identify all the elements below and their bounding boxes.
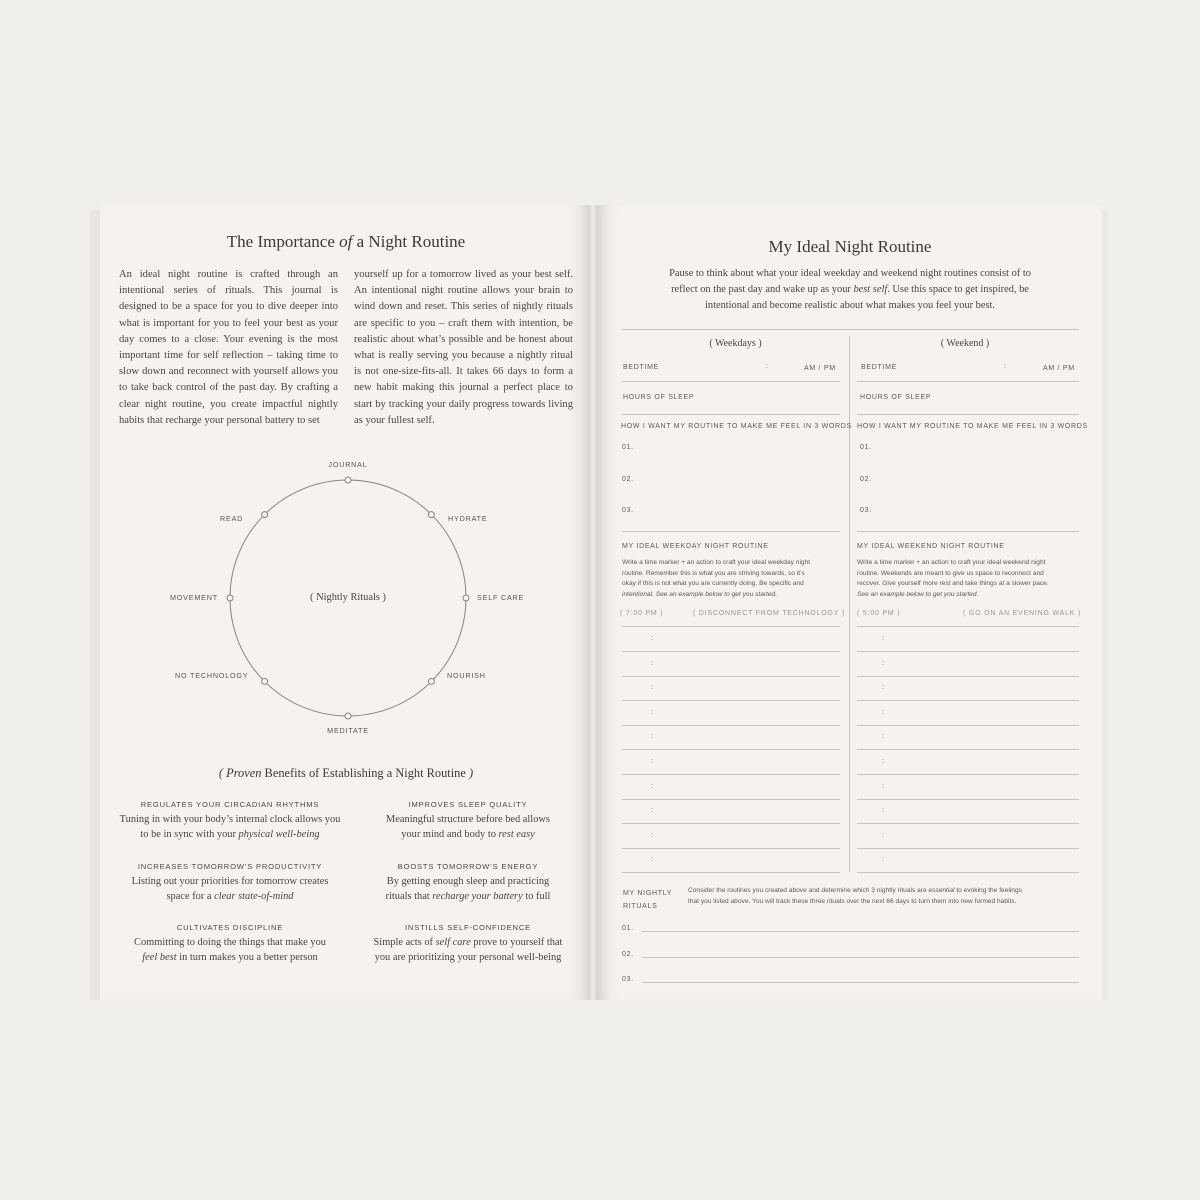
feel-label: HOW I WANT MY ROUTINE TO MAKE ME FEEL IN 3 WORDS — [857, 423, 1088, 430]
left-page-title — [120, 232, 572, 252]
routine-entry-line[interactable] — [857, 725, 1079, 726]
desc-line: routine. Remember this is what you are striving towards, so it’s — [622, 569, 805, 577]
routine-entry-line[interactable] — [857, 651, 1079, 652]
benefit-line: rituals that — [385, 891, 433, 902]
time-colon: : — [651, 708, 654, 716]
benefit-line: Meaningful structure before bed allows — [386, 814, 550, 825]
benefit-line: to be in sync with your — [140, 829, 239, 840]
routine-entry-line[interactable] — [857, 676, 1079, 677]
benefit-line: Listing out your priorities for tomorrow creates — [131, 876, 329, 887]
time-colon: : — [651, 782, 654, 790]
wheel-label-journal: JOURNAL — [328, 460, 368, 469]
benefit-title: IMPROVES SLEEP QUALITY — [408, 800, 528, 809]
ritual-line[interactable] — [642, 982, 1079, 983]
benefit-title: INCREASES TOMORROW’S PRODUCTIVITY — [137, 862, 323, 871]
time-colon: : — [882, 782, 885, 790]
bedtime-line[interactable] — [622, 381, 840, 382]
benefit-text — [110, 812, 350, 842]
bedtime-label: BEDTIME — [623, 364, 660, 371]
desc-line: See an example below to get you started. — [857, 590, 979, 598]
wheel-label-hydrate: HYDRATE — [448, 514, 488, 523]
desc-line: Write a time marker + an action to craft your ideal weekend night — [857, 559, 1046, 566]
time-colon: : — [651, 758, 654, 765]
benefit-title: REGULATES YOUR CIRCADIAN RHYTHMS — [140, 800, 320, 809]
wheel-node-dot — [345, 477, 351, 483]
feel-number: 01. — [860, 444, 872, 451]
routine-entry-line[interactable] — [622, 725, 840, 726]
divider — [857, 531, 1079, 532]
benefit-emphasis: self care — [435, 937, 471, 948]
right-page-title: My Ideal Night Routine — [768, 237, 932, 256]
time-colon: : — [882, 635, 885, 642]
weekend-routine-title: MY IDEAL WEEKEND NIGHT ROUTINE — [857, 543, 1005, 550]
desc-line: Write a time marker + an action to craft your ideal weekday night — [622, 559, 811, 566]
routine-line — [622, 626, 840, 627]
wheel-node-dot — [463, 595, 469, 601]
time-colon: : — [882, 659, 885, 667]
feel-number: 02. — [860, 476, 872, 483]
intro-line: reflect on the past day and wake up as your — [671, 284, 854, 295]
routine-entry-line[interactable] — [622, 799, 840, 800]
desc-emphasis: essential — [928, 887, 955, 894]
benefit-emphasis: feel best — [142, 952, 177, 963]
benefit-line: By getting enough sleep and practicing — [386, 876, 550, 887]
time-colon: : — [882, 831, 885, 839]
time-colon: : — [651, 807, 654, 815]
wheel-center-label: ( Nightly Rituals ) — [310, 592, 386, 603]
right-page-edge — [1102, 210, 1108, 1000]
benefit-item — [110, 800, 350, 842]
hours-line[interactable] — [857, 414, 1079, 415]
routine-entry-line[interactable] — [857, 872, 1079, 873]
benefit-line: Committing to doing the things that make you — [134, 937, 326, 948]
wheel-label-meditate: MEDITATE — [327, 726, 369, 735]
benefit-line: your mind and body to — [401, 829, 499, 840]
benefit-text — [110, 935, 350, 965]
benefit-line: to full — [522, 891, 551, 902]
benefit-title: CULTIVATES DISCIPLINE — [176, 923, 284, 932]
benefit-item — [110, 862, 350, 904]
example-time: ( 5:00 PM ) — [857, 610, 901, 617]
benefit-emphasis: clear state-of-mind — [214, 891, 294, 902]
wheel-node-dot — [227, 595, 233, 601]
wheel-label-read: READ — [220, 514, 244, 523]
routine-entry-line[interactable] — [857, 848, 1079, 849]
benefit-text — [348, 812, 588, 842]
routine-entry-line[interactable] — [622, 700, 840, 701]
benefit-text — [348, 874, 588, 904]
benefit-item — [348, 862, 588, 904]
feel-label: HOW I WANT MY ROUTINE TO MAKE ME FEEL IN 3 WORDS — [621, 423, 852, 430]
right-intro — [612, 266, 1088, 314]
divider — [622, 329, 1079, 330]
divider — [622, 531, 840, 532]
benefit-line: Simple acts of — [373, 937, 436, 948]
weekend-routine-description — [857, 558, 1085, 600]
wheel-node-dot — [428, 678, 434, 684]
wheel-node-dot — [428, 512, 434, 518]
benefits-emphasis: Proven — [226, 766, 262, 780]
routine-entry-line[interactable] — [857, 799, 1079, 800]
benefit-emphasis: recharge your battery — [432, 891, 523, 902]
desc-line: that you listed above. You will track these three rituals over the next 66 days to turn them into new formed habits. — [688, 897, 1017, 905]
benefit-emphasis: rest easy — [498, 829, 535, 840]
time-colon: : — [766, 363, 769, 370]
wheel-label-no-technology: NO TECHNOLOGY — [175, 671, 249, 680]
intro-column-2: yourself up for a tomorrow lived as your best self. An intentional night routine allows your brain to wind down and reset. This series of nightly rituals are specific to you – craft them with intention, be realistic about what’s possible and be honest about what is really serving you because a nightly ritual is not one-size-fits-all. It takes 66 days to form a new habit making this journal a perfect place to start by tracking your daily progress towards living as your fullest self. — [354, 269, 573, 426]
hours-of-sleep-label: HOURS OF SLEEP — [860, 394, 932, 401]
wheel-node-dot — [262, 678, 268, 684]
routine-entry-line[interactable] — [857, 823, 1079, 824]
feel-number: 03. — [860, 507, 872, 514]
time-colon: : — [651, 635, 654, 642]
routine-entry-line[interactable] — [622, 676, 840, 677]
time-colon: : — [882, 758, 885, 765]
nightly-rituals-description — [688, 886, 1088, 907]
intro-emphasis: best self — [853, 284, 888, 295]
am-pm-label: AM / PM — [1043, 365, 1075, 372]
routine-entry-line[interactable] — [857, 749, 1079, 750]
column-divider — [849, 336, 850, 872]
ritual-line[interactable] — [642, 957, 1079, 958]
ritual-number: 01. — [622, 925, 634, 932]
intro-line: intentional and become realistic about what makes you feel your best. — [705, 300, 995, 311]
benefit-item — [348, 923, 588, 965]
bedtime-line[interactable] — [857, 381, 1079, 382]
title-emphasis: of — [339, 232, 353, 251]
label-line: RITUALS — [623, 903, 658, 910]
feel-number: 01. — [622, 444, 634, 451]
intro-line: . Use this space to get inspired, be — [887, 284, 1029, 295]
weekday-routine-title: MY IDEAL WEEKDAY NIGHT ROUTINE — [622, 543, 769, 550]
am-pm-label: AM / PM — [804, 365, 836, 372]
benefit-line: you are prioritizing your personal well-being — [374, 952, 562, 963]
time-colon: : — [882, 684, 885, 692]
nightly-rituals-label — [623, 887, 672, 913]
ritual-line[interactable] — [642, 931, 1079, 932]
benefits-heading — [120, 766, 572, 781]
example-action: ( GO ON AN EVENING WALK ) — [963, 610, 1082, 617]
routine-entry-line[interactable] — [622, 774, 840, 775]
desc-line: Consider the routines you created above and determine which 3 nightly rituals are — [688, 887, 929, 894]
routine-entry-line[interactable] — [622, 848, 840, 849]
weekdays-heading: ( Weekdays ) — [709, 338, 762, 349]
time-colon: : — [651, 659, 654, 667]
weekday-routine-description — [622, 558, 848, 600]
ritual-number: 02. — [622, 951, 634, 958]
example-time: ( 7:00 PM ) — [620, 610, 664, 617]
hours-line[interactable] — [622, 414, 840, 415]
routine-entry-line[interactable] — [622, 749, 840, 750]
title-part: a Night Routine — [352, 232, 466, 251]
benefit-item — [110, 923, 350, 965]
example-action: ( DISCONNECT FROM TECHNOLOGY ) — [693, 610, 845, 617]
time-colon: : — [882, 856, 885, 864]
benefit-text — [110, 874, 350, 904]
benefit-line: in turn makes you a better person — [176, 952, 318, 963]
wheel-label-nourish: NOURISH — [447, 671, 486, 680]
time-colon: : — [651, 684, 654, 692]
benefit-text — [348, 935, 588, 965]
routine-entry-line[interactable] — [857, 700, 1079, 701]
intro-line: Pause to think about what your ideal weekday and weekend night routines consist of to — [669, 268, 1031, 279]
benefit-emphasis: physical well-being — [238, 829, 320, 840]
benefits-heading-text: Benefits of Establishing a Night Routine — [261, 766, 469, 780]
benefit-line: prove to yourself that — [470, 937, 563, 948]
bedtime-label: BEDTIME — [861, 364, 898, 371]
time-colon: : — [1004, 363, 1007, 370]
routine-entry-line[interactable] — [857, 774, 1079, 775]
benefit-line: space for a — [166, 891, 215, 902]
routine-entry-line[interactable] — [622, 823, 840, 824]
benefit-title: INSTILLS SELF-CONFIDENCE — [405, 923, 531, 932]
desc-line: to evoking the feelings — [954, 887, 1022, 894]
label-line: MY NIGHTLY — [623, 890, 673, 897]
time-colon: : — [882, 733, 885, 741]
wheel-node-dot — [345, 713, 351, 719]
routine-entry-line[interactable] — [622, 651, 840, 652]
benefit-title: BOOSTS TOMORROW’S ENERGY — [397, 862, 539, 871]
routine-line — [857, 626, 1079, 627]
paren: ( — [218, 766, 224, 780]
wheel-label-movement: MOVEMENT — [170, 593, 218, 602]
time-colon: : — [651, 831, 654, 839]
desc-line: intentional. See an example below to get you started. — [622, 590, 778, 598]
ritual-number: 03. — [622, 976, 634, 983]
routine-entry-line[interactable] — [622, 872, 840, 873]
benefit-line: Tuning in with your body’s internal clock allows you — [119, 814, 341, 825]
weekend-heading: ( Weekend ) — [940, 338, 990, 349]
desc-line: okay if this is not what you are currently doing. Be specific and — [622, 580, 804, 588]
desc-line: routine. Weekends are meant to give us space to reconnect and — [857, 569, 1044, 577]
feel-number: 03. — [622, 507, 634, 514]
time-colon: : — [651, 856, 654, 864]
feel-number: 02. — [622, 476, 634, 483]
intro-column-1: An ideal night routine is crafted through an intentional series of rituals. This journal is designed to be a space for you to dive deeper into what is important for you to feel your best as your day comes to a close. Your evening is the most important time for self reflection – taking time to slow down and reconnect with yourself allows you to take back control of the past day. By crafting a clear night routine, you create impactful nightly habits that recharge your personal battery to set — [119, 269, 338, 426]
time-colon: : — [651, 733, 654, 741]
time-colon: : — [882, 807, 885, 815]
wheel-label-self-care: SELF CARE — [477, 593, 525, 602]
title-part: The Importance — [226, 232, 340, 251]
desc-line: recover. Give yourself more rest and take things at a slower pace. — [857, 580, 1049, 588]
paren: ) — [468, 766, 474, 780]
hours-of-sleep-label: HOURS OF SLEEP — [623, 394, 695, 401]
wheel-node-dot — [262, 512, 268, 518]
book-spine — [588, 205, 598, 1000]
left-page-edge — [90, 210, 100, 1000]
benefit-item — [348, 800, 588, 842]
time-colon: : — [882, 708, 885, 716]
